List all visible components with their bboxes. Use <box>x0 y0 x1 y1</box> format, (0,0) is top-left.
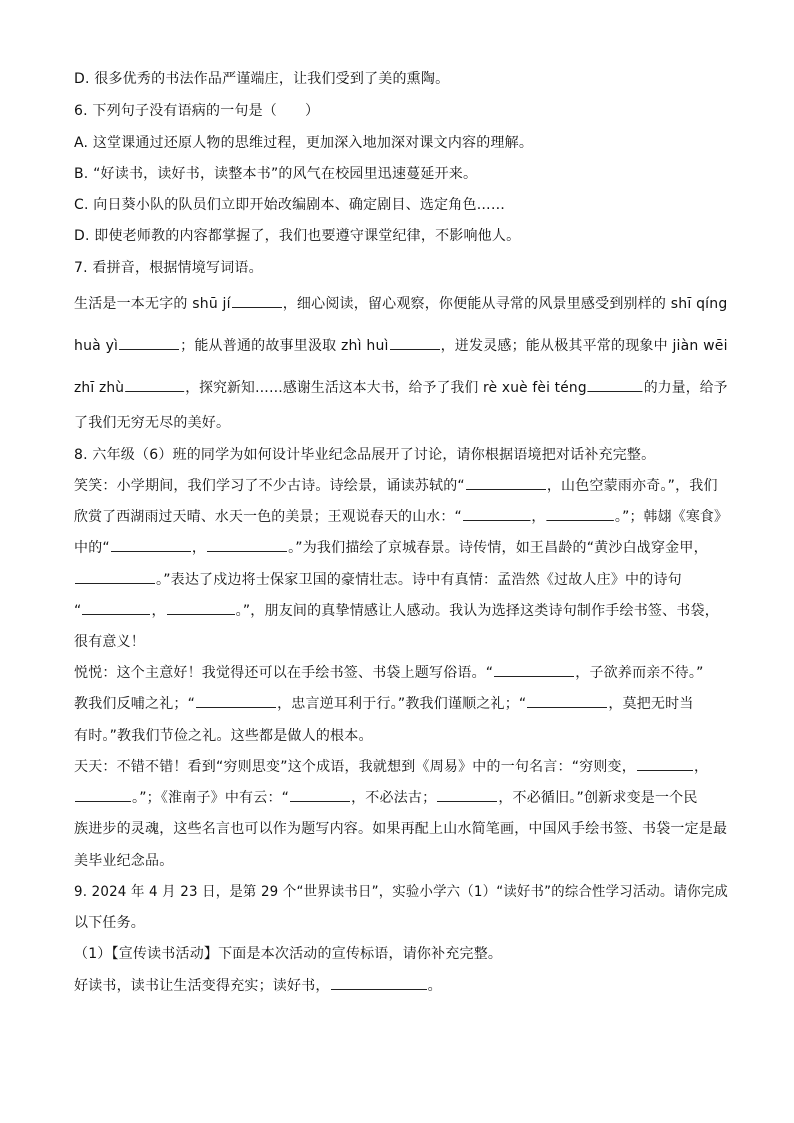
q9-stem-text: 9. 2024 年 4 月 23 日，是第 29 个“世界读书日”，实验小学六（1）“读好书”的综合性学习活动。请你完成 <box>74 884 729 900</box>
q7-text: 的力量，给予 <box>643 380 728 396</box>
q7-text: zhī zhù <box>74 380 125 396</box>
answer-blank[interactable] <box>588 379 643 392</box>
answer-blank[interactable] <box>466 477 546 490</box>
q6-option-c <box>74 194 505 214</box>
q8-xiaoxiao-line6 <box>74 631 145 651</box>
q8-text: ，不必循旧。”创新求变是一个民 <box>498 790 698 806</box>
answer-blank[interactable] <box>82 602 150 615</box>
q8-text: 。”；韩翃《寒食》 <box>614 509 729 525</box>
answer-blank[interactable] <box>196 695 276 708</box>
q8-xiaoxiao-line5 <box>74 600 719 620</box>
q8-yueyue-line2 <box>74 693 694 713</box>
q8-text: 很有意义！ <box>74 634 145 650</box>
answer-blank[interactable] <box>75 571 155 584</box>
q9-stem-line1 <box>74 881 728 901</box>
q8-stem <box>74 444 655 464</box>
q7-para-line3 <box>74 377 728 397</box>
answer-blank[interactable] <box>290 789 350 802</box>
answer-blank[interactable] <box>232 295 282 308</box>
q7-stem-text: 7. 看拼音，根据情境写词语。 <box>74 260 263 276</box>
answer-blank[interactable] <box>119 337 179 350</box>
q9-slogan <box>74 975 442 995</box>
q8-text: 中的“ <box>74 540 110 556</box>
q7-text: ，探究新知……感谢生活这本大书，给予了我们 rè xuè fèi téng <box>185 380 587 396</box>
q9-stem-line2 <box>74 912 145 932</box>
answer-blank[interactable] <box>390 337 440 350</box>
q6-option-d <box>74 225 520 245</box>
q8-text: ， <box>531 509 546 525</box>
answer-blank[interactable] <box>546 508 613 521</box>
q6-option-d-text: D. 即使老师教的内容都掌握了，我们也要遵守课堂纪律，不影响他人。 <box>74 228 521 244</box>
q8-text: ， <box>151 603 166 619</box>
q9-task1-text: （1）【宣传读书活动】下面是本次活动的宣传标语，请你补充完整。 <box>74 946 503 962</box>
q9-slogan-end: 。 <box>427 978 442 994</box>
q8-xiaoxiao-line1 <box>74 475 718 495</box>
q8-text: ， <box>693 759 709 775</box>
q7-text: 生活是一本无字的 shū jí <box>74 296 231 312</box>
answer-blank[interactable] <box>494 664 574 677</box>
q8-text: ，山色空蒙雨亦奇。”，我们 <box>546 478 718 494</box>
q7-text: 了我们无穷无尽的美好。 <box>74 415 231 431</box>
q7-para-line2 <box>74 335 728 355</box>
q7-text: ，细心阅读，留心观察，你便能从寻常的风景里感受到别样的 shī qíng <box>282 296 728 312</box>
q9-task1 <box>74 943 502 963</box>
q8-text: 美毕业纪念品。 <box>74 853 174 869</box>
q8-text: 教我们反哺之礼；“ <box>74 696 196 712</box>
q5-option-d-text: D. 很多优秀的书法作品严谨端庄，让我们受到了美的熏陶。 <box>74 71 450 87</box>
answer-blank[interactable] <box>111 539 191 552</box>
q8-text: ，忠言逆耳利于行。”教我们谨顺之礼；“ <box>277 696 527 712</box>
q8-tiantian-line3 <box>74 818 727 838</box>
q7-stem <box>74 257 263 277</box>
answer-blank[interactable] <box>527 695 607 708</box>
q8-tiantian-line4 <box>74 850 173 870</box>
q8-text: 悦悦：这个主意好！我觉得还可以在手绘书签、书袋上题写俗语。“ <box>74 665 494 681</box>
q8-text: ，莫把无时当 <box>608 696 694 712</box>
q7-para-line1 <box>74 293 727 313</box>
q9-stem-text: 以下任务。 <box>74 915 145 931</box>
q8-xiaoxiao-line2 <box>74 506 728 526</box>
q7-text: ，迸发灵感；能从极其平常的现象中 jiàn wēi <box>440 338 728 354</box>
q8-yueyue-line1 <box>74 662 704 682</box>
q8-text: 。”；《淮南子》中有云：“ <box>132 790 290 806</box>
q5-option-d <box>74 68 449 88</box>
q8-text: 天天：不错不错！看到“穷则思变”这个成语，我就想到《周易》中的一句名言：“穷则变， <box>74 759 636 775</box>
q8-xiaoxiao-line4 <box>74 569 682 589</box>
answer-blank[interactable] <box>637 758 693 771</box>
q8-text: 笑笑：小学期间，我们学习了不少古诗。诗绘景，诵读苏轼的“ <box>74 478 465 494</box>
q8-text: 。”为我们描绘了京城春景。诗传情，如王昌龄的“黄沙白战穿金甲， <box>288 540 708 556</box>
q6-option-c-text: C. 向日葵小队的队员们立即开始改编剧本、确定剧目、选定角色…… <box>74 197 506 213</box>
q6-stem <box>74 100 319 120</box>
answer-blank[interactable] <box>75 789 131 802</box>
q6-option-b <box>74 163 477 183</box>
answer-blank[interactable] <box>207 539 287 552</box>
q8-yueyue-line3 <box>74 725 373 745</box>
q8-text: ，不必法古； <box>351 790 437 806</box>
answer-blank[interactable] <box>437 789 497 802</box>
q8-text: “ <box>74 603 82 619</box>
q8-tiantian-line2 <box>74 787 698 807</box>
answer-blank[interactable] <box>167 602 235 615</box>
q6-option-b-text: B. “好读书，读好书，读整本书”的风气在校园里迅速蔓延开来。 <box>74 166 478 182</box>
q8-text: 。”表达了戍边将士保家卫国的豪情壮志。诗中有真情：孟浩然《过故人庄》中的诗句 <box>156 572 682 588</box>
q8-text: 。”，朋友间的真挚情感让人感动。我认为选择这类诗句制作手绘书签、书袋， <box>235 603 719 619</box>
answer-blank[interactable] <box>125 379 184 392</box>
q9-slogan-text: 好读书，读书让生活变得充实；读好书， <box>74 978 330 994</box>
q6-stem-close: ） <box>305 103 320 119</box>
answer-blank[interactable] <box>463 508 530 521</box>
q8-text: ，子欲养而亲不待。” <box>575 665 704 681</box>
q7-text: ；能从普通的故事里汲取 zhì huì <box>180 338 389 354</box>
q8-text: ， <box>191 540 207 556</box>
q8-xiaoxiao-line3 <box>74 537 708 557</box>
q8-text: 有时。”教我们节俭之礼。这些都是做人的根本。 <box>74 728 373 744</box>
q8-text: 族进步的灵魂，这些名言也可以作为题写内容。如果再配上山水简笔画，中国风手绘书签、书袋一定是最 <box>74 821 728 837</box>
q7-text: huà yì <box>74 338 119 354</box>
answer-blank[interactable] <box>331 977 427 990</box>
q8-stem-text: 8. 六年级（6）班的同学为如何设计毕业纪念品展开了讨论，请你根据语境把对话补充完整。 <box>74 447 656 463</box>
q6-option-a-text: A. 这堂课通过还原人物的思维过程，更加深入地加深对课文内容的理解。 <box>74 135 534 151</box>
q8-tiantian-line1 <box>74 756 708 776</box>
q6-option-a <box>74 132 533 152</box>
q6-stem-text: 6. 下列句子没有语病的一句是（ <box>74 103 278 119</box>
q7-para-line4 <box>74 412 230 432</box>
q8-text: 欣赏了西湖雨过天晴、水天一色的美景；王观说春天的山水：“ <box>74 509 462 525</box>
